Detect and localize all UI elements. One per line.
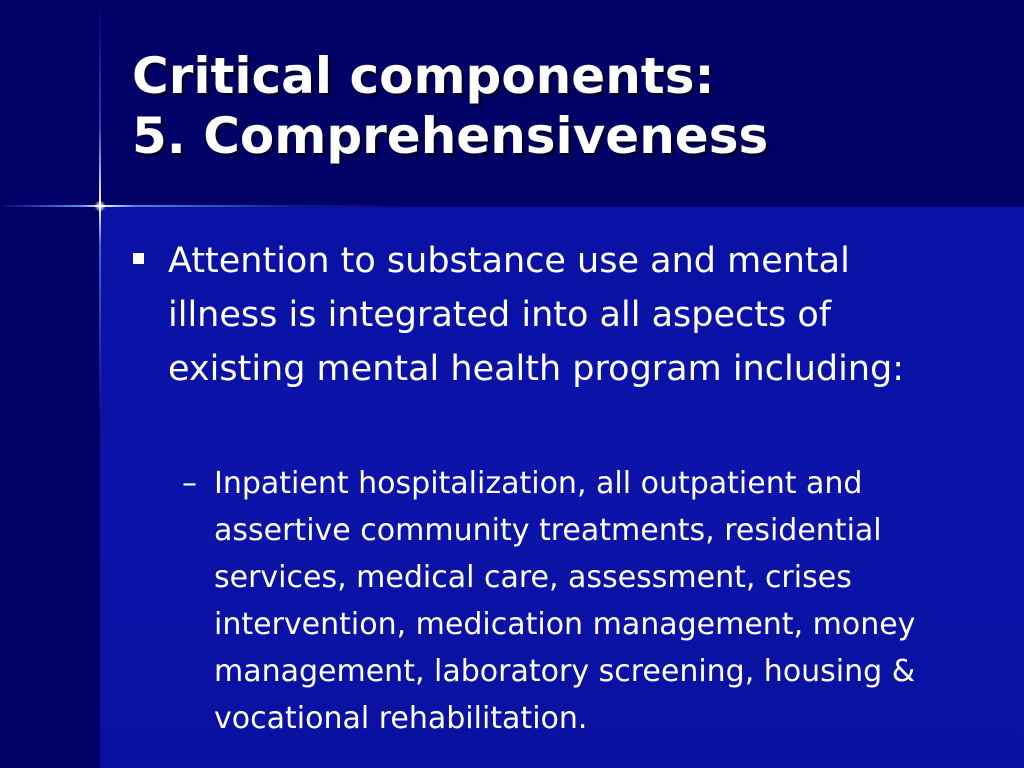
horizontal-accent-line bbox=[0, 205, 420, 207]
sub-bullet-text: Inpatient hospitalization, all outpatient and assertive community treatments, residential services, medical care, assessment, crises intervention, medication management, money management, laboratory screening, housing & vocational rehabilitation. bbox=[214, 466, 916, 736]
square-bullet-icon bbox=[133, 253, 144, 264]
bullet-text: Attention to substance use and mental illness is integrated into all aspects of existing mental health program including: bbox=[168, 241, 905, 389]
dash-bullet: – bbox=[182, 466, 197, 501]
sub-bullet-item bbox=[182, 460, 992, 742]
left-decor-strip bbox=[0, 207, 100, 768]
bullet-item bbox=[130, 234, 970, 396]
title-line-1: Critical components: bbox=[132, 47, 715, 105]
slide-title bbox=[132, 46, 992, 166]
sparkle-icon bbox=[94, 200, 106, 212]
title-line-2: 5. Comprehensiveness bbox=[132, 107, 769, 165]
